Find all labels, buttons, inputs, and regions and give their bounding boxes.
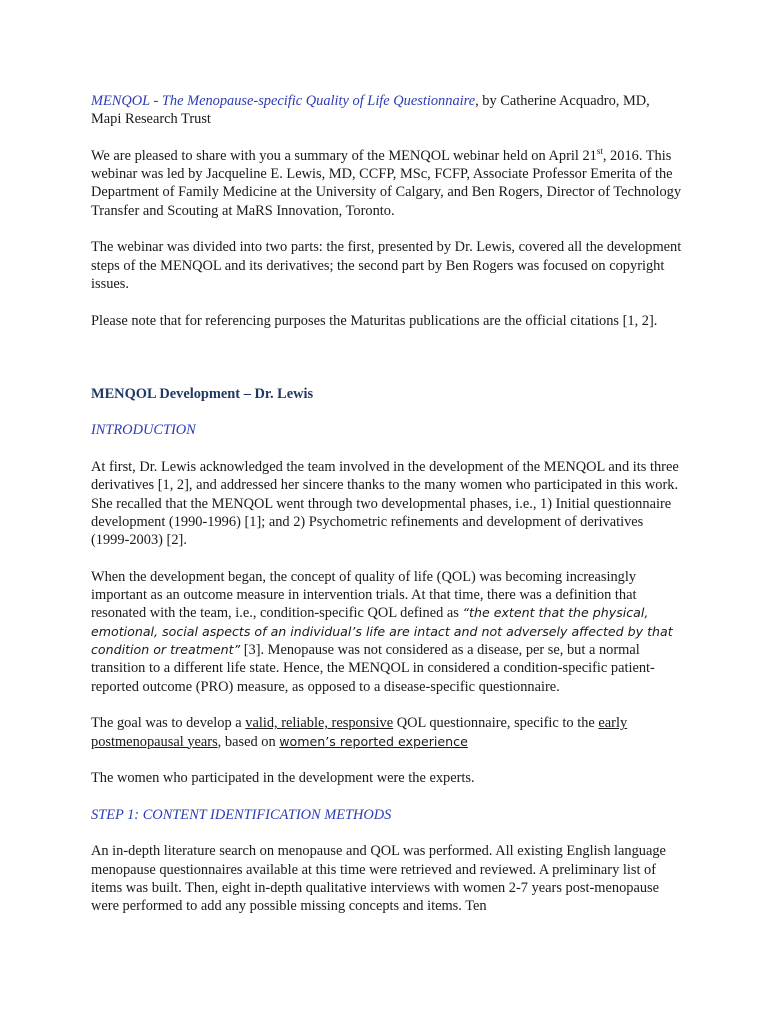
webinar-parts-paragraph: The webinar was divided into two parts: the first, presented by Dr. Lewis, covered all the development steps of the MENQOL and its derivatives; the second part by Ben Rogers was focused on copyright issues. <box>91 239 682 292</box>
summary-text-end: , 2016. This webinar was led by Jacqueline E. Lewis, MD, CCFP, MSc, FCFP, Associate Professor Emerita of the Department of Family Medicine at the University of Calgary, and Ben Rogers, Director of Technology Transfer and Scouting at MaRS Innovation, Toronto. <box>91 147 682 219</box>
document-title: MENQOL - The Menopause-specific Quality of Life Questionnaire <box>91 93 476 109</box>
author-byline: , by Catherine Acquadro, MD, Mapi Research Trust <box>91 93 650 128</box>
qol-definition-quote: “the extent that the physical, emotional, social aspects of an individual’s life are intact and not adversely affected by that condition or treatment” <box>91 605 673 658</box>
date-ordinal-suffix: st <box>596 146 603 157</box>
step1-paragraph: An in-depth literature search on menopause and QOL was performed. All existing English language menopause questionnaires available at this time were retrieved and reviewed. A preliminary list of items was built. Then, eight in-depth qualitative interviews with women 2-7 years post-menopause were performed to add any possible missing concepts and items. Ten <box>91 843 666 915</box>
step1-heading: STEP 1: CONTENT IDENTIFICATION METHODS <box>91 806 392 823</box>
qol-text-end: [3]. Menopause was not considered as a disease, per se, but a normal transition to a different life state. Hence, the MENQOL in considered a condition-specific patient-reported outcome (PRO) measure, as opposed to a disease-specific questionnaire. <box>91 642 655 695</box>
introduction-paragraph: At first, Dr. Lewis acknowledged the team involved in the development of the MENQOL and its three derivatives [1, 2], and addressed her sincere thanks to the many women who participated in this work. She recalled that the MENQOL went through two developmental phases, i.e., 1) Initial questionnaire development (1990-1996) [1]; and 2) Psychometric refinements and development of derivatives (1999-2003) [2]. <box>91 459 679 549</box>
goal-underlined-2: early postmenopausal years, <box>91 715 628 750</box>
citation-note-paragraph: Please note that for referencing purposes the Maturitas publications are the official citations [1, 2]. <box>91 312 658 329</box>
introduction-heading: INTRODUCTION <box>91 422 196 439</box>
goal-underlined-3: women’s reported experience <box>279 733 468 749</box>
document-body <box>91 92 683 934</box>
summary-text-start: We are pleased to share with you a summary of the MENQOL webinar held on April 21 <box>91 147 597 164</box>
goal-text-2: QOL questionnaire, specific to the <box>393 715 599 732</box>
goal-text-1: The goal was to develop a <box>91 715 246 732</box>
experts-paragraph: The women who participated in the development were the experts. <box>91 770 475 787</box>
goal-paragraph <box>91 714 683 751</box>
qol-text-start: When the development began, the concept of quality of life (QOL) was becoming increasingly important as an outcome measure in intervention trials. At that time, there was a definition that resonated with the team, i.e., condition-specific QOL defined as <box>91 568 637 622</box>
section-heading: MENQOL Development – Dr. Lewis <box>91 385 314 402</box>
summary-paragraph <box>91 147 683 220</box>
goal-text-3: based on <box>221 733 280 750</box>
goal-underlined-1: valid, reliable, responsive <box>245 715 394 732</box>
title-paragraph <box>91 92 683 129</box>
qol-concept-paragraph <box>91 568 683 696</box>
